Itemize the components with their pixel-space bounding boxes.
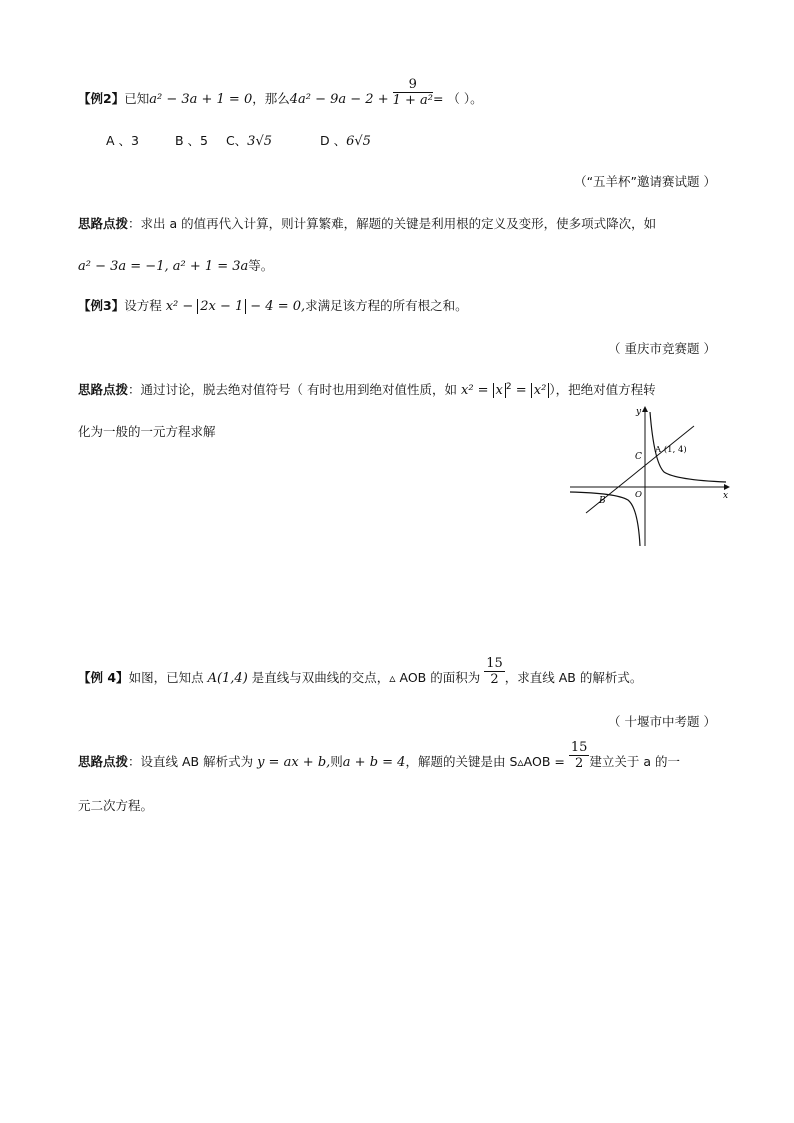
- ex3-hint-text2: ），把绝对值方程转: [549, 382, 656, 397]
- ex4-prefix: 如图，已知点: [128, 670, 204, 685]
- ex4-frac-num: 15: [486, 656, 503, 671]
- ex3-tag: 【例3】: [78, 298, 125, 313]
- ex3-hint-label: 思路点拨: [78, 382, 129, 397]
- ex2-prefix: 已知: [124, 91, 150, 106]
- ex4-fraction: [484, 656, 505, 687]
- ex3-suffix: 求满足该方程的所有根之和。: [305, 298, 468, 313]
- ex4-hint-text: ：设直线 AB 解析式为: [128, 754, 254, 769]
- x-axis-arrow: [724, 484, 730, 490]
- ex4-point: A(1,4): [207, 671, 248, 686]
- ex3-hint-line2: 化为一般的一元方程求解: [78, 424, 216, 439]
- ex2-hint-math: a² − 3a = −1, a² + 1 = 3a: [78, 259, 249, 274]
- ex2-option-d-label: D 、: [319, 133, 347, 148]
- ex3-hint-eq: =: [511, 383, 531, 398]
- ex2-hint-label: 思路点拨: [78, 216, 129, 231]
- ex4-hint-math2: a + b = 4: [342, 755, 406, 770]
- ex2-hint-end: 等。: [248, 258, 274, 273]
- ex2-frac-num: 9: [393, 77, 433, 93]
- ex4-tag: 【例 4】: [78, 670, 129, 685]
- ex2-problem: [78, 77, 483, 108]
- graph-label-c: C: [635, 452, 642, 462]
- ex4-hint-then: 则: [330, 754, 343, 769]
- graph-label-b: B: [599, 496, 606, 506]
- graph-label-o: O: [635, 490, 642, 500]
- ex4-hint-label: 思路点拨: [78, 754, 129, 769]
- ex4-hint-mid: ，解题的关键是由 S▵AOB =: [405, 754, 565, 769]
- ex3-hint-sup: 2: [505, 381, 512, 392]
- ex2-expr-head: 4a² − 9a − 2 +: [289, 92, 389, 107]
- ex3-eq-abs: 2x − 1: [197, 299, 246, 314]
- ex2-hint-text: ：求出 a 的值再代入计算，则计算繁难，解题的关键是利用根的定义及变形，使多项式降次，如: [128, 216, 657, 231]
- ex2-option-c-label: C、: [225, 133, 248, 148]
- ex2-options: [106, 131, 371, 149]
- ex2-option-c-value: 3√5: [247, 134, 272, 149]
- ex2-option-b: B 、5: [174, 133, 208, 148]
- ex2-tail: = （ ）。: [432, 91, 483, 106]
- hyperbola-graph: [566, 402, 732, 548]
- ex3-hint-math1: x² =: [460, 383, 489, 398]
- ex2-hint-line2: [78, 256, 273, 274]
- y-axis-arrow: [642, 406, 648, 412]
- ex2-option-d-value: 6√5: [346, 134, 371, 149]
- ex2-mid: ，那么: [252, 91, 290, 106]
- ex2-fraction: [393, 77, 433, 108]
- ex4-hint-frac-den: 2: [574, 756, 584, 771]
- ex3-eq-a: x² −: [165, 299, 194, 314]
- graph-label-x: x: [723, 491, 729, 501]
- ex2-option-a: A 、3: [106, 133, 139, 148]
- ex3-eq-b: − 4 = 0,: [250, 299, 306, 314]
- ex3-problem: [78, 296, 468, 314]
- ex4-hint: [78, 740, 680, 771]
- ex3-hint-abs: x: [493, 383, 506, 398]
- ex2-hint: [78, 214, 656, 232]
- ex2-tag: 【例2】: [78, 91, 125, 106]
- ex3-source: （ 重庆市竞赛题 ）: [608, 341, 716, 356]
- graph-label-a: A (1, 4): [655, 445, 687, 455]
- ex4-hint-end: 建立关于 a 的一: [589, 754, 680, 769]
- ex4-problem: [78, 656, 643, 687]
- ex3-hint: [78, 380, 656, 398]
- ex2-source: （“五羊杯”邀请赛试题 ）: [574, 174, 716, 189]
- ex3-hint-abs2: x²: [531, 383, 550, 398]
- ex4-hint-fraction: [569, 740, 590, 771]
- ex3-prefix: 设方程: [124, 298, 162, 313]
- ex4-hint-line2: 元二次方程。: [78, 798, 154, 813]
- ex4-mid: 是直线与双曲线的交点，▵ AOB 的面积为: [251, 670, 481, 685]
- ex2-frac-den: 1 + a²: [392, 93, 433, 108]
- ex4-hint-math: y = ax + b,: [257, 755, 331, 770]
- ex3-hint-text: ：通过讨论，脱去绝对值符号（ 有时也用到绝对值性质，如: [128, 382, 457, 397]
- ex4-source: （ 十堰市中考题 ）: [608, 714, 716, 729]
- ex2-given: a² − 3a + 1 = 0: [149, 92, 253, 107]
- ex4-hint-frac-num: 15: [570, 740, 588, 755]
- ex4-frac-den: 2: [490, 672, 499, 687]
- graph-label-y: y: [636, 407, 642, 417]
- ex4-suffix: ，求直线 AB 的解析式。: [504, 670, 643, 685]
